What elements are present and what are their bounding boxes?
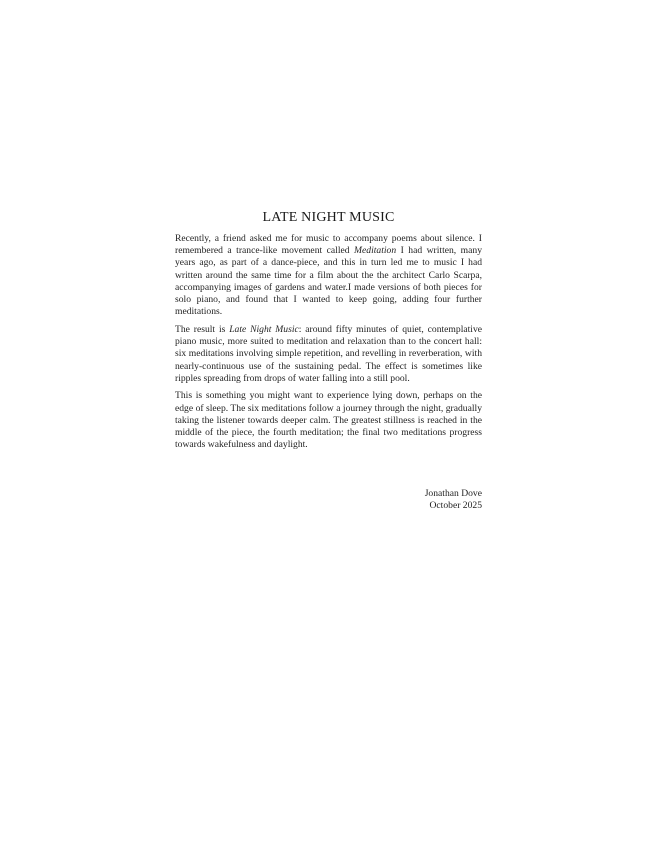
paragraph-2-text-a: The result is: [175, 323, 230, 335]
signature-author: Jonathan Dove: [424, 488, 482, 499]
signature-block: [175, 488, 482, 513]
paragraph-2-italic-title: Late Night Music: [229, 323, 299, 335]
document-title: LATE NIGHT MUSIC: [262, 210, 395, 225]
paragraph-1-italic-title: Meditation: [354, 245, 397, 257]
paragraph-1-text-a: Recently, a friend asked me for music to accompany poems about silence. I remembered a trance-like movement called: [175, 233, 482, 257]
paragraph-2-text-b: : around fifty minutes of quiet, contemplative piano music, more suited to meditation and relaxation than to the concert hall: six meditations involving simple repetition, and revelling in reverberation, with nearly-continuous use of the sustaining pedal. The effect is sometimes like ripples spreading from drops of water falling into a still pool.: [175, 323, 483, 384]
paragraph-1: [175, 233, 482, 318]
signature-date: October 2025: [429, 500, 482, 512]
document-body: [175, 233, 482, 457]
paragraph-1-text-b: I had written, many years ago, as part of a dance-piece, and this in turn led me to music I had written around the same time for a film about the the architect Carlo Scarpa, accompanying images of gardens and water.I made versions of both pieces for solo piano, and found that I wanted to keep going, adding four further meditations.: [175, 245, 483, 318]
paragraph-3: This is something you might want to experience lying down, perhaps on the edge of sleep. The six meditations follow a journey through the night, gradually taking the listener towards deeper calm. The greatest stillness is reached in the middle of the piece, the fourth meditation; the final two meditations progress towards wakefulness and daylight.: [175, 390, 482, 451]
paragraph-2: [175, 324, 482, 385]
